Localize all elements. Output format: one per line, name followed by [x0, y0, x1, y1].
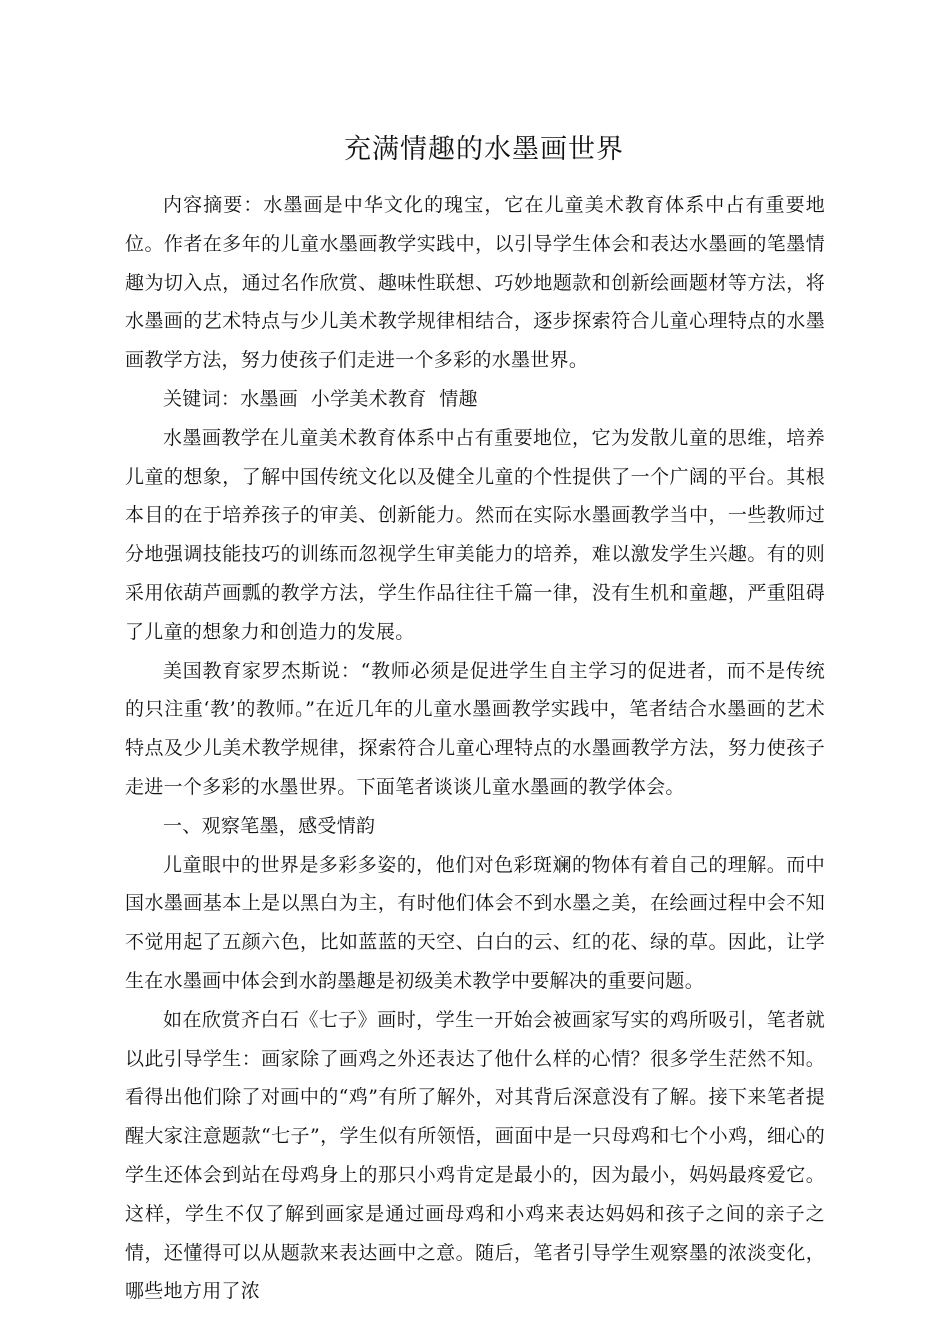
document-title: 充满情趣的水墨画世界 — [344, 134, 624, 165]
body-paragraph: 如在欣赏齐白石《七子》画时，学生一开始会被画家写实的鸡所吸引，笔者就以此引导学生：画家除了画鸡之外还表达了他什么样的心情？很多学生茫然不知。看得出他们除了对画中的“鸡”有所了解外，对其背后深意没有了解。接下来笔者提醒大家注意题款“七子”，学生似有所领悟，画面中是一只母鸡和七个小鸡，细心的学生还体会到站在母鸡身上的那只小鸡肯定是最小的，因为最小，妈妈最疼爱它。这样，学生不仅了解到画家是通过画母鸡和小鸡来表达妈妈和孩子之间的亲子之情，还懂得可以从题款来表达画中之意。随后，笔者引导学生观察墨的浓淡变化，哪些地方用了浓 — [125, 1008, 825, 1303]
body-paragraph: 儿童眼中的世界是多彩多姿的，他们对色彩斑斓的物体有着自己的理解。而中国水墨画基本上是以黑白为主，有时他们体会不到水墨之美，在绘画过程中会不知不觉用起了五颜六色，比如蓝蓝的天空、白白的云、红的花、绿的草。因此，让学生在水墨画中体会到水韵墨趣是初级美术教学中要解决的重要问题。 — [125, 853, 825, 992]
body-paragraph: 水墨画教学在儿童美术教育体系中占有重要地位，它为发散儿童的思维，培养儿童的想象，了解中国传统文化以及健全儿童的个性提供了一个广阔的平台。其根本目的在于培养孩子的审美、创新能力。然而在实际水墨画教学当中，一些教师过分地强调技能技巧的训练而忽视学生审美能力的培养，难以激发学生兴趣。有的则采用依葫芦画瓢的教学方法，学生作品往往千篇一律，没有生机和童趣，严重阻碍了儿童的想象力和创造力的发展。 — [125, 426, 825, 643]
keywords-paragraph: 关键词：水墨画 小学美术教育 情趣 — [163, 387, 478, 410]
section-heading: 一、观察笔墨，感受情韵 — [163, 814, 376, 837]
abstract-paragraph: 内容摘要：水墨画是中华文化的瑰宝，它在儿童美术教育体系中占有重要地位。作者在多年的儿童水墨画教学实践中，以引导学生体会和表达水墨画的笔墨情趣为切入点，通过名作欣赏、趣味性联想、巧妙地题款和创新绘画题材等方法，将水墨画的艺术特点与少儿美术教学规律相结合，逐步探索符合儿童心理特点的水墨画教学方法，努力使孩子们走进一个多彩的水墨世界。 — [125, 194, 825, 372]
body-paragraph: 美国教育家罗杰斯说：“教师必须是促进学生自主学习的促进者，而不是传统的只注重‘教’的教师。”在近几年的儿童水墨画教学实践中，笔者结合水墨画的艺术特点及少儿美术教学规律，探索符合儿童心理特点的水墨画教学方法，努力使孩子走进一个多彩的水墨世界。下面笔者谈谈儿童水墨画的教学体会。 — [125, 659, 825, 798]
